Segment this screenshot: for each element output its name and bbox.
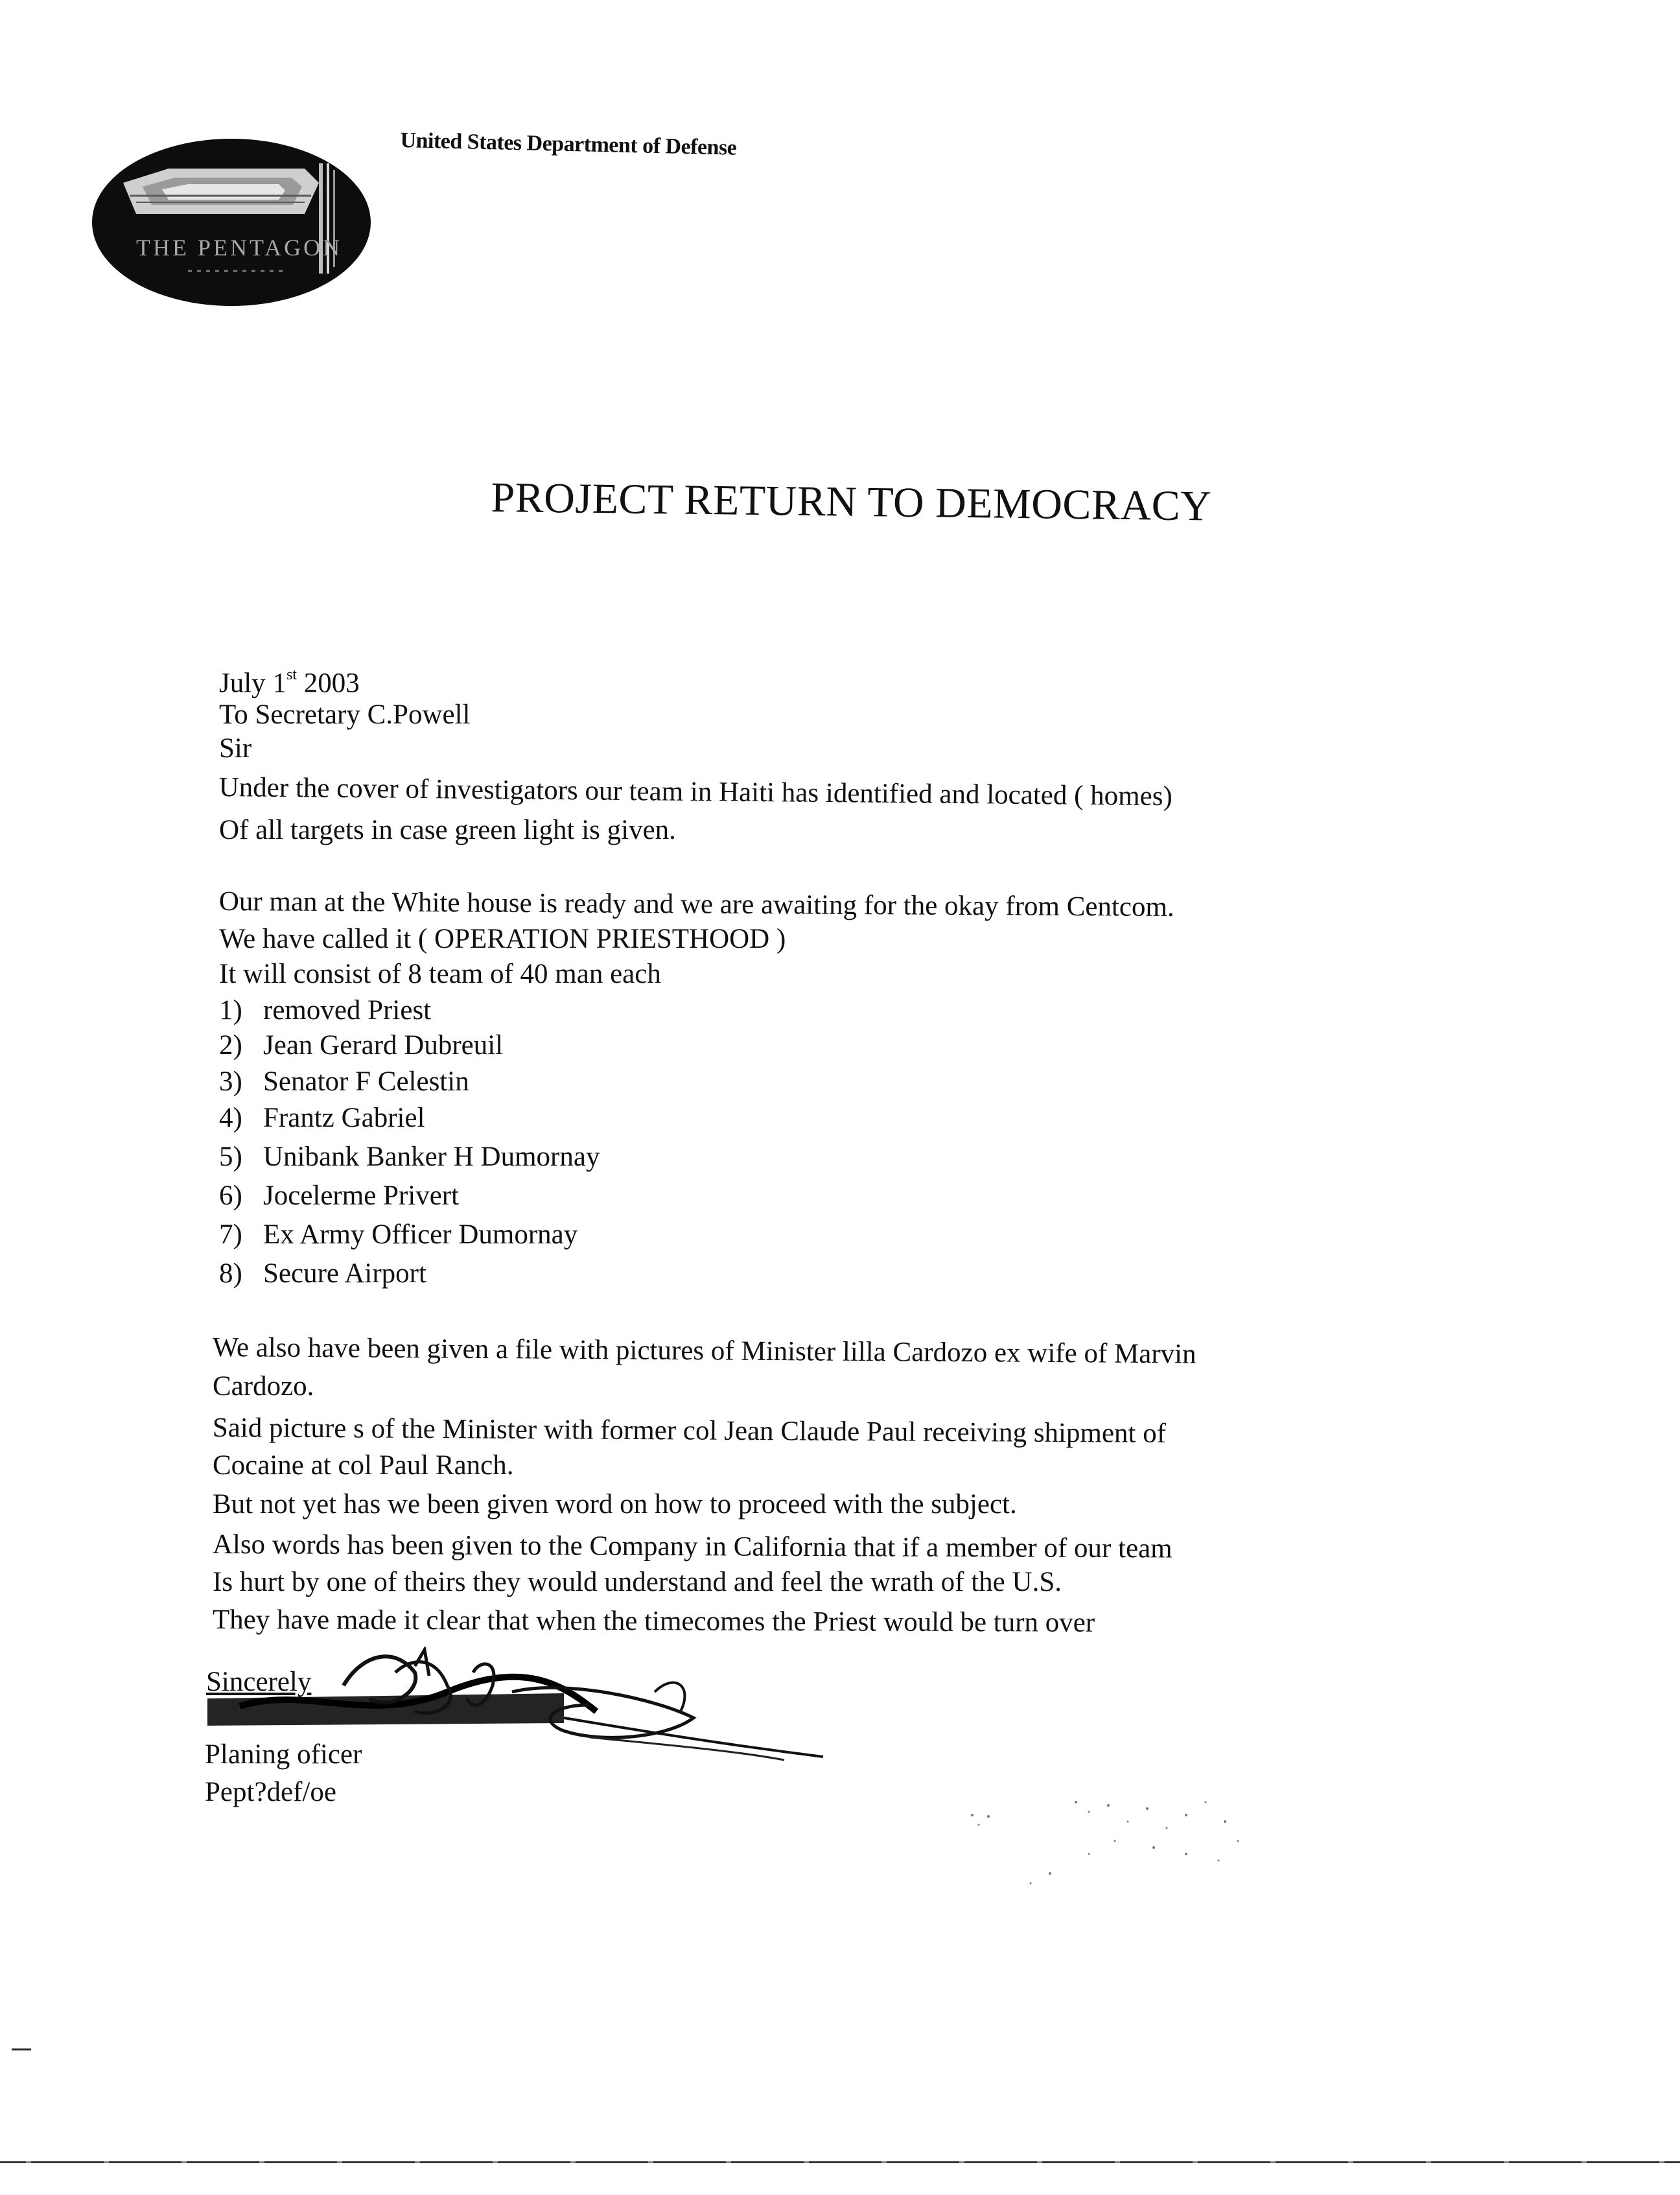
list-item: 7) Ex Army Officer Dumornay [219, 1219, 578, 1250]
list-item: 4) Frantz Gabriel [219, 1103, 425, 1133]
paragraph-line: Said picture s of the Minister with former col Jean Claude Paul receiving shipment of [212, 1413, 1167, 1449]
paragraph-line: Of all targets in case green light is given. [219, 815, 676, 845]
paragraph-line: But not yet has we been given word on how to proceed with the subject. [213, 1489, 1017, 1520]
paragraph-line: Cocaine at col Paul Ranch. [213, 1450, 514, 1481]
scan-noise [959, 1776, 1257, 1886]
paragraph-line: Is hurt by one of theirs they would understand and feel the wrath of the U.S. [213, 1567, 1062, 1597]
signer-department: Pept?def/oe [205, 1777, 336, 1807]
paragraph-line: Also words has been given to the Company in California that if a member of our team [212, 1529, 1172, 1564]
list-item: 2) Jean Gerard Dubreuil [219, 1030, 504, 1061]
letter-salutation: Sir [219, 733, 252, 764]
list-item: 1) removed Priest [219, 995, 432, 1026]
paragraph-line: We also have been given a file with pictures of Minister lilla Cardozo ex wife of Marvin [212, 1332, 1196, 1370]
paragraph-line: Under the cover of investigators our team in Haiti has identified and located ( homes) [218, 771, 1172, 812]
letter-recipient: To Secretary C.Powell [219, 699, 471, 730]
list-item: 3) Senator F Celestin [219, 1066, 469, 1097]
paragraph-line: It will consist of 8 team of 40 man each [219, 959, 661, 989]
paragraph-line: Our man at the White house is ready and we are awaiting for the okay from Centcom. [218, 886, 1174, 923]
department-name: United States Department of Defense [400, 128, 737, 160]
letter-date: July 1st 2003 [219, 666, 360, 699]
margin-mark [12, 2048, 31, 2050]
paragraph-line: They have made it clear that when the timecomes the Priest would be turn over [212, 1604, 1095, 1638]
closing: Sincerely [206, 1667, 312, 1697]
pentagon-logo-icon [91, 137, 372, 307]
signer-title: Planing oficer [205, 1739, 362, 1770]
paragraph-line: We have called it ( OPERATION PRIESTHOOD ) [219, 924, 786, 954]
paragraph-line: Cardozo. [213, 1371, 314, 1402]
svg-text:THE PENTAGON: THE PENTAGON [136, 235, 343, 261]
document-title: PROJECT RETURN TO DEMOCRACY [491, 473, 1212, 530]
bottom-edge-line [0, 2161, 1680, 2163]
list-item: 8) Secure Airport [219, 1258, 426, 1289]
list-item: 6) Jocelerme Privert [219, 1180, 460, 1211]
list-item: 5) Unibank Banker H Dumornay [219, 1142, 600, 1172]
handwritten-signature-icon [201, 1647, 836, 1796]
